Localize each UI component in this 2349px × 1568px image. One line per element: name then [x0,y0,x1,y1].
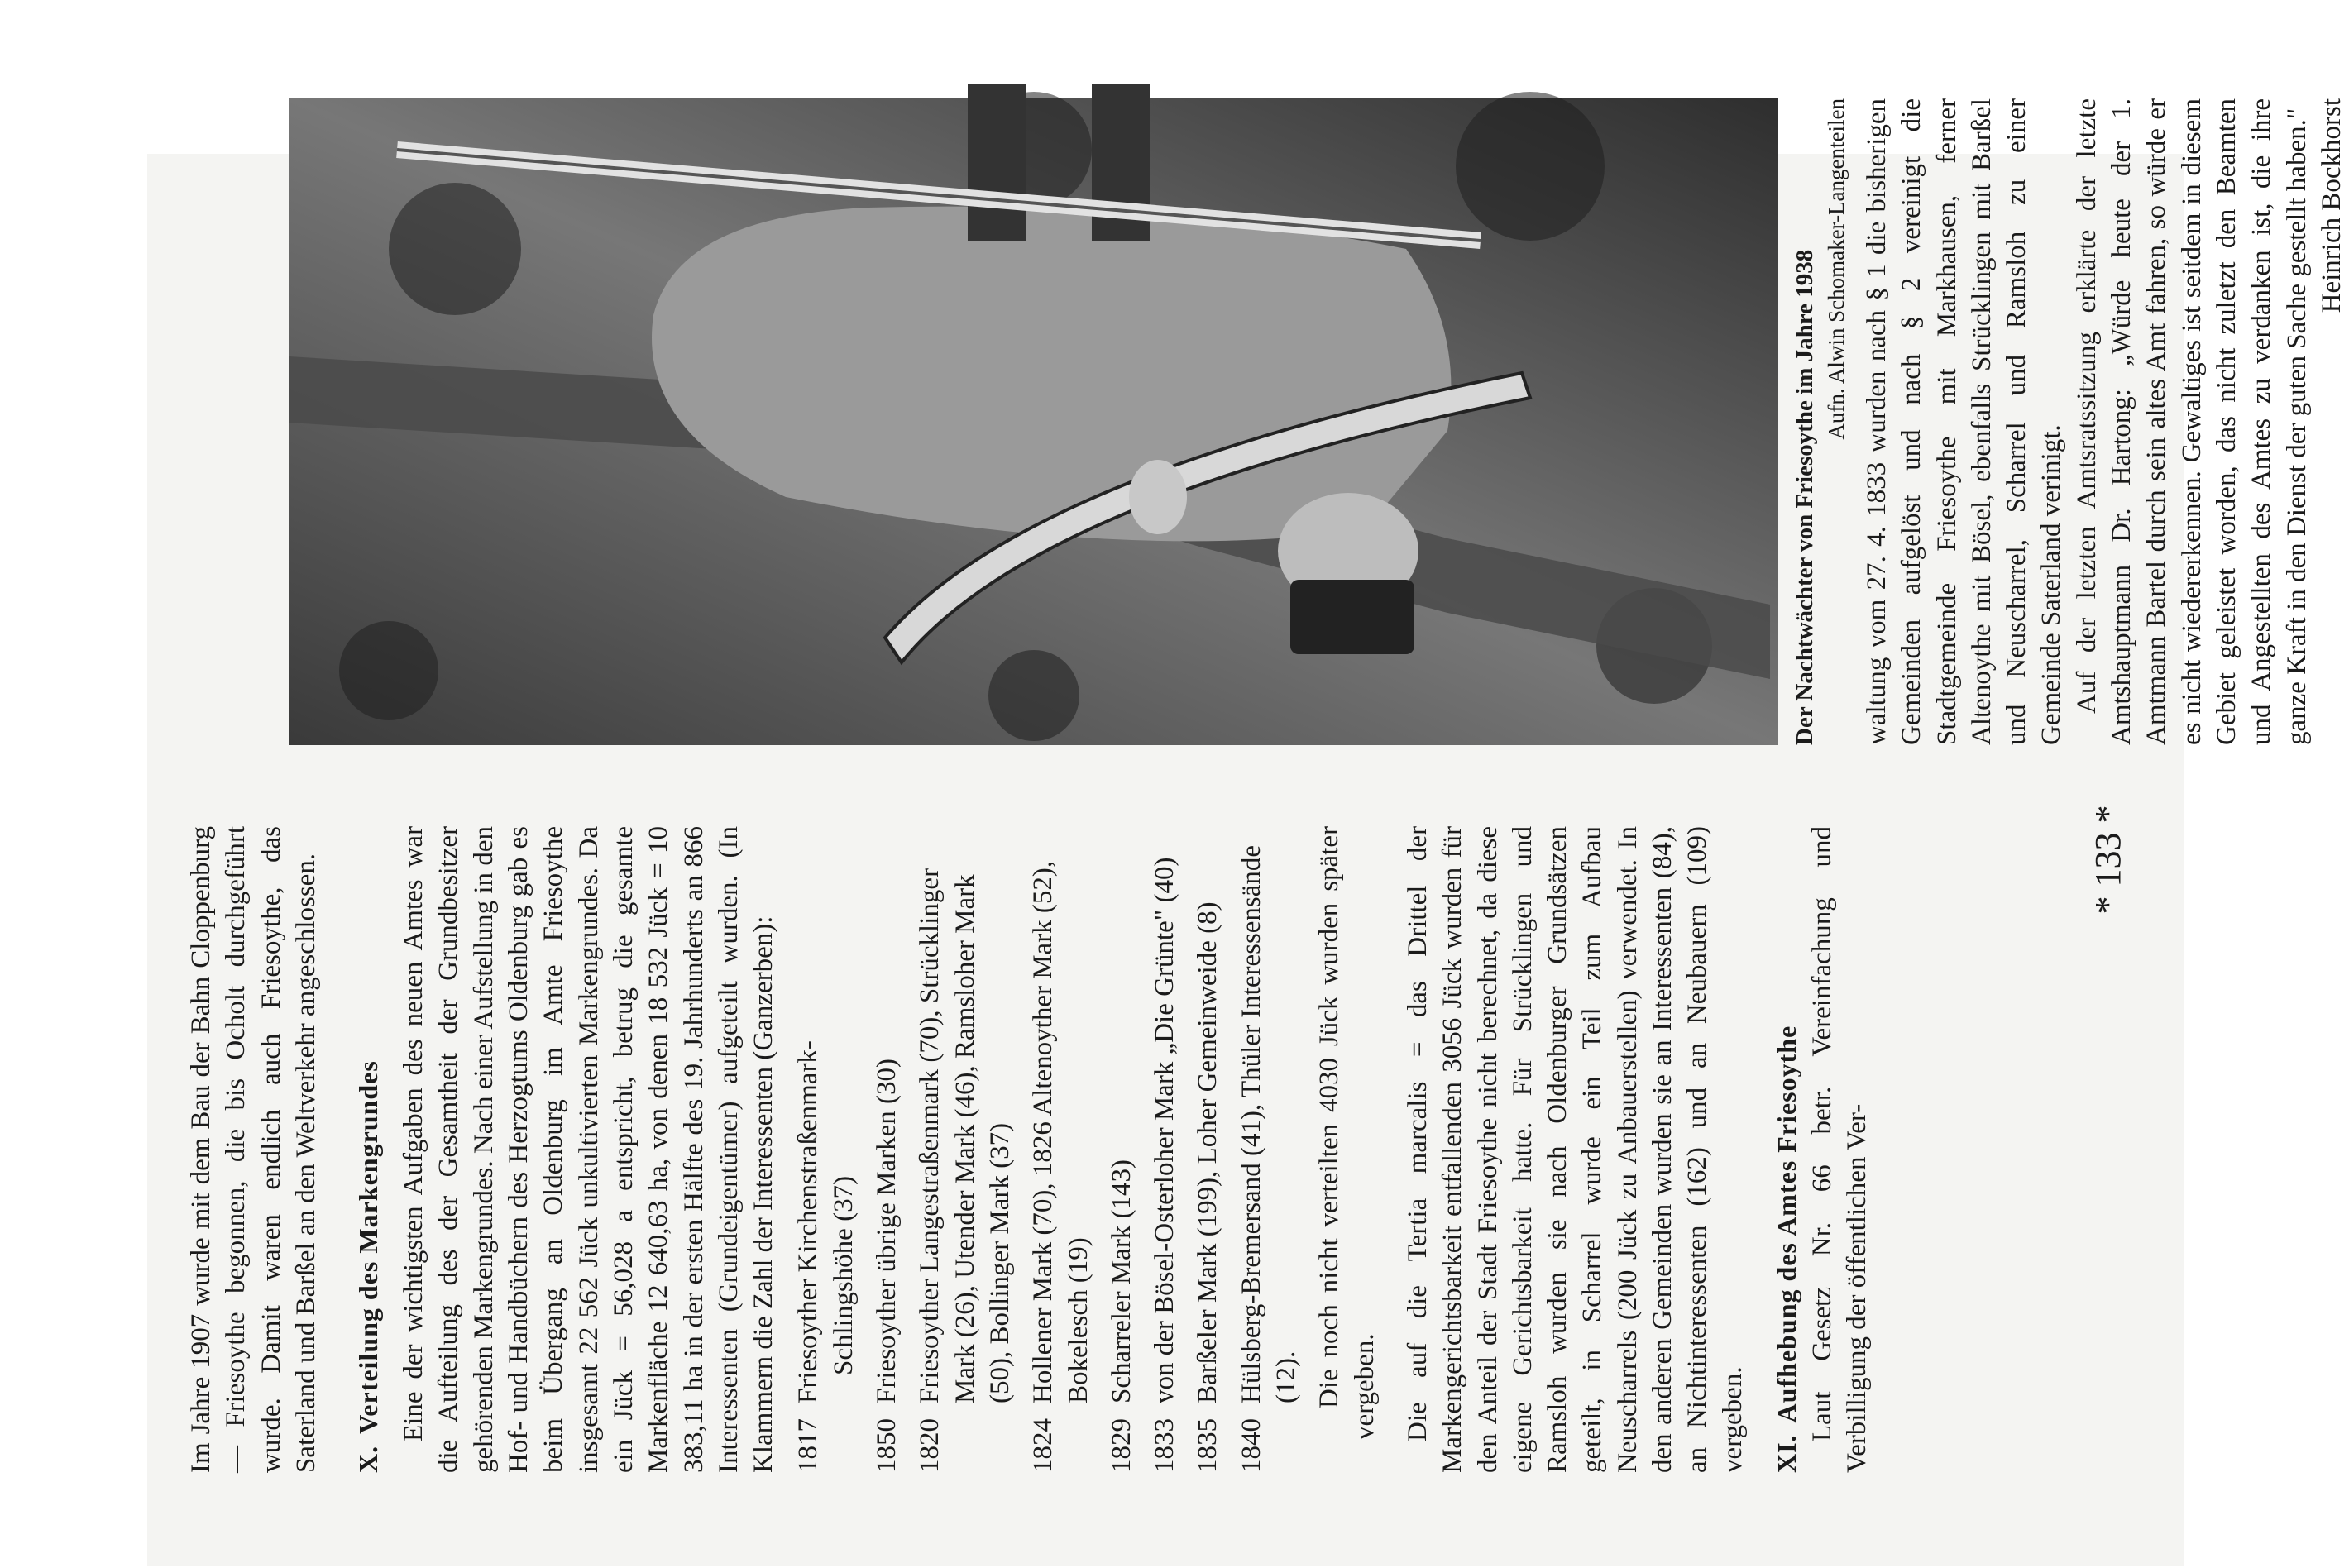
entry-year: 1835 [1193,1418,1223,1473]
caption-title: Der Nachtwächter von Friesoythe im Jahre 1938 [1792,249,1818,745]
gesetz-paragraph: Laut Gesetz Nr. 66 betr. Vereinfachung und Verbilligung der öffentlichen Ver- [1806,826,1873,1473]
markengrund-paragraph: Eine der wichtigsten Aufgaben des neuen Amtes war die Aufteilung des der Gesamtheit der Grundbesitzer gehörenden Markengrundes. Nach einer Aufstellung in den Hof- und Handbüchern des Herzogtums Oldenburg gab es beim Übergang an Oldenburg im Amte Friesoythe insgesamt 22 562 Jück unkultivierten Markengrundes. Da ein Jück = 56,028 a entspricht, betrug die gesamte Markenfläche 12 640,63 ha, von denen 18 532 Jück = 10 383,11 ha in der ersten Hälfte des 19. Jahrhunderts an 866 Interessenten (Grundeigentümer) aufgeteilt wurden. (In Klammern die Zahl der Interessenten (Ganzerben): [399,826,779,1473]
marken-entry-continuation: Schlingshöhe (37) [828,1175,859,1375]
entry-year: 1820 [915,1418,945,1473]
entry-text: Friesoyther Kirchenstraßenmark- [793,1040,824,1403]
remaining-jueck-paragraph: Die noch nicht verteilten 4030 Jück wurden später vergeben. [1314,826,1380,1440]
entry-text: Friesoyther Langestraßenmark (70), Strücklinger Mark (26), Utender Mark (46), Ramsloher Mark (50), Bollinger Mark (37) [915,868,1015,1403]
entry-year: 1833 [1150,1418,1180,1473]
marken-entry [1104,826,1139,1473]
marken-entry [791,826,825,1473]
entry-year: 1829 [1106,1418,1136,1473]
entry-year: 1824 [1028,1418,1059,1473]
marken-list [791,826,1312,1473]
amtsrat-paragraph: Auf der letzten Amtsratssitzung erklärte der letzte Amtshauptmann Dr. Hartong: „Würde heute der 1. Amtmann Bartel durch sein altes Amt fahren, so würde er es nicht wiedererkennen. Gewaltiges ist seitdem in diesem Gebiet geleistet worden, das nicht zuletzt den Beamten und Angestellten des Amtes zu verdanken ist, die ihre ganze Kraft in den Dienst der guten Sache gestellt haben." [2071,98,2312,745]
entry-text: Barßeler Mark (199), Loher Gemeinweide (8) [1193,901,1223,1403]
section-xi-title: Aufhebung des Amtes Friesoythe [1771,1025,1801,1423]
marken-entry [1190,826,1225,1473]
marken-entry [912,826,1017,1473]
entry-text: Friesoyther übrige Marken (30) [872,1059,902,1403]
author-signature: Heinrich Bockhorst [2316,98,2347,313]
left-column [147,826,1874,1473]
entry-year: 1840 [1236,1418,1266,1473]
book-page [147,98,2347,1566]
tertia-paragraph: Die auf die Tertia marcalis = das Drittel der Markengerichtsbarkeit entfallenden 3056 Jück wurden für den Anteil der Stadt Friesoythe nicht berechnet, da diese eigene Gerichtsbarkeit hatte. Für Strücklingen und Ramsloh wurden sie nach Oldenburger Grundsätzen geteilt, in Scharrel wurde ein Teil zum Aufbau Neuscharrels (200 Jück zu Anbauerstellen) verwendet. In den anderen Gemeinden wurden sie an Interessenten (84), an Nichtinteressenten (162) und an Neubauern (109) vergeben. [1402,826,1748,1473]
section-xi-number: XI. [1771,1434,1801,1473]
caption-credit: Aufn. Alwin Schomaker-Langenteilen [1824,98,1849,440]
entry-year: 1850 [872,1418,902,1473]
marken-entry [869,826,904,1473]
entry-text: Hülsberg-Bremersand (41), Thüler Interessensände (12). [1236,844,1302,1403]
entry-text: Hollener Mark (70), 1826 Altenoyther Mark (52), Bokelesch (19) [1028,860,1093,1403]
page-number: * 133 * [2088,805,2128,915]
section-x-heading [350,826,386,1473]
entry-text: Scharreler Mark (143) [1106,1159,1136,1403]
entry-year: 1817 [793,1418,824,1473]
intro-paragraph: Im Jahre 1907 wurde mit dem Bau der Bahn Cloppenburg — Friesoythe begonnen, die bis Ocholt durchgeführt wurde. Damit waren endlich auch Friesoythe, das Saterland und Barßel an den Weltverkehr angeschlossen. [186,826,321,1473]
marken-entry [1026,826,1096,1473]
right-column [147,98,1793,745]
marken-entry [1234,826,1304,1473]
entry-text: von der Bösel-Osterloher Mark „Die Grünte" (40) [1150,857,1180,1403]
section-x-number: X. [353,1445,384,1473]
photo-caption [1789,98,1852,745]
section-x-title: Verteilung des Markengrundes [353,1060,384,1434]
section-xi-heading [1768,826,1805,1473]
marken-entry [1147,826,1182,1473]
verwaltung-paragraph: waltung vom 27. 4. 1833 wurden nach § 1 die bisherigen Gemeinden aufgelöst und nach § 2 vereinigt die Stadtgemeinde Friesoythe mit Markhausen, ferner Altenoythe mit Bösel, ebenfalls Strücklingen mit Barßel und Neuscharrel, Scharrel und Ramsloh zu einer Gemeinde Saterland verinigt. [1862,98,2067,745]
